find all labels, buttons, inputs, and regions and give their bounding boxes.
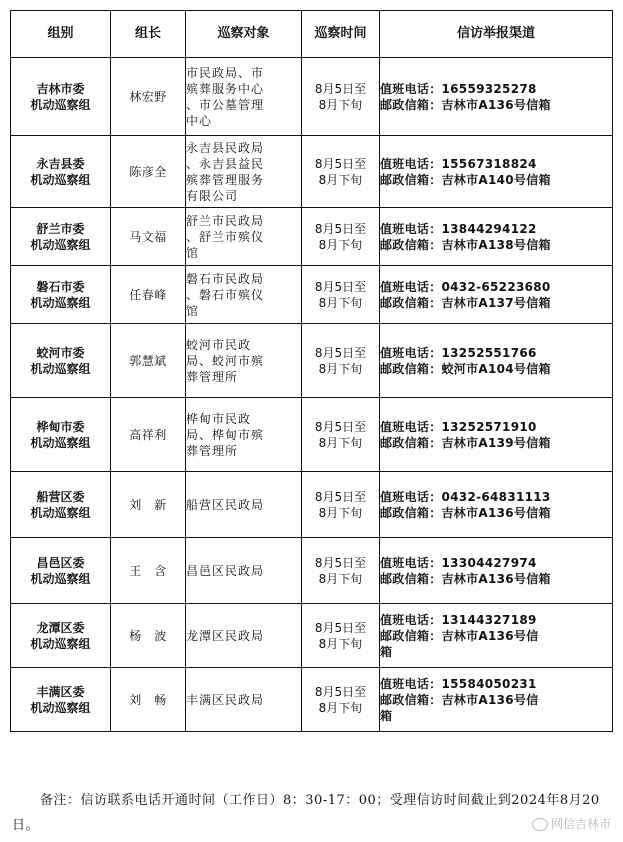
table-header-row (11, 11, 613, 58)
watermark-text: 网信吉林市 (550, 817, 611, 831)
time-cell-text: 8月5日至 8月下旬 (314, 345, 367, 376)
target-cell (186, 668, 302, 732)
time-cell (302, 668, 380, 732)
time-cell-text: 8月5日至 8月下旬 (314, 279, 367, 310)
time-cell (302, 472, 380, 538)
channel-cell-text: 值班电话：13144327189 邮政信箱：吉林市A136号信 箱 (380, 612, 539, 659)
time-cell-text: 8月5日至 8月下旬 (314, 419, 367, 450)
target-cell (186, 208, 302, 266)
target-cell (186, 266, 302, 324)
group-cell-text: 吉林市委 机动巡察组 (30, 81, 91, 112)
target-cell-text: 桦甸市民政 局、桦甸市殡 葬管理所 (186, 411, 265, 458)
time-cell-text: 8月5日至 8月下旬 (314, 81, 367, 112)
group-cell (11, 668, 111, 732)
header-leader: 组长 (111, 11, 186, 58)
group-cell (11, 604, 111, 668)
leader-cell (111, 538, 186, 604)
leader-cell-text: 马文福 (129, 229, 167, 244)
group-cell-text: 舒兰市委 机动巡察组 (30, 221, 91, 252)
time-cell-text: 8月5日至 8月下旬 (314, 555, 367, 586)
leader-cell (111, 604, 186, 668)
group-cell-text: 昌邑区委 机动巡察组 (30, 555, 91, 586)
group-cell-text: 船营区委 机动巡察组 (30, 489, 91, 520)
leader-cell-text: 高祥利 (129, 427, 167, 442)
target-cell-text: 蛟河市民政 局、蛟河市殡 葬管理所 (186, 337, 265, 384)
channel-cell (380, 266, 613, 324)
leader-cell-text: 任春峰 (129, 287, 167, 302)
table-row (11, 604, 613, 668)
leader-cell-text: 王 含 (129, 563, 167, 578)
table-row (11, 472, 613, 538)
group-cell (11, 58, 111, 136)
leader-cell-text: 杨 波 (129, 628, 167, 643)
channel-cell (380, 668, 613, 732)
leader-cell (111, 324, 186, 398)
channel-cell (380, 604, 613, 668)
time-cell (302, 324, 380, 398)
target-cell-text: 丰满区民政局 (186, 692, 265, 707)
table-row (11, 266, 613, 324)
channel-cell-text: 值班电话：0432-64831113 邮政信箱：吉林市A136号信箱 (380, 489, 551, 520)
leader-cell (111, 472, 186, 538)
group-cell-text: 龙潭区委 机动巡察组 (30, 620, 91, 651)
channel-cell (380, 538, 613, 604)
time-cell-text: 8月5日至 8月下旬 (314, 684, 367, 715)
group-cell-text: 桦甸市委 机动巡察组 (30, 419, 91, 450)
leader-cell-text: 林宏野 (129, 89, 167, 104)
target-cell-text: 市民政局、市 殡葬服务中心 、市公墓管理 中心 (186, 65, 265, 128)
table-row (11, 136, 613, 208)
target-cell-text: 舒兰市民政局 、舒兰市殡仪 馆 (186, 213, 265, 260)
group-cell (11, 266, 111, 324)
time-cell-text: 8月5日至 8月下旬 (314, 489, 367, 520)
target-cell (186, 604, 302, 668)
time-cell (302, 604, 380, 668)
time-cell-text: 8月5日至 8月下旬 (314, 620, 367, 651)
header-channel: 信访举报渠道 (380, 11, 613, 58)
channel-cell-text: 值班电话：13844294122 邮政信箱：吉林市A138号信箱 (380, 221, 551, 252)
channel-cell (380, 58, 613, 136)
weibo-icon (532, 818, 548, 831)
leader-cell-text: 陈彦全 (129, 164, 167, 179)
watermark (532, 815, 611, 832)
leader-cell (111, 136, 186, 208)
header-target: 巡察对象 (186, 11, 302, 58)
time-cell (302, 538, 380, 604)
header-time: 巡察时间 (302, 11, 380, 58)
target-cell-text: 船营区民政局 (186, 497, 265, 512)
leader-cell (111, 398, 186, 472)
group-cell (11, 324, 111, 398)
target-cell-text: 永吉县民政局 、永吉县益民 殡葬管理服务 有限公司 (186, 140, 265, 203)
leader-cell-text: 郭慧斌 (129, 353, 167, 368)
leader-cell (111, 266, 186, 324)
group-cell (11, 398, 111, 472)
target-cell-text: 磐石市民政局 、磐石市殡仪 馆 (186, 271, 265, 318)
group-cell (11, 136, 111, 208)
group-cell-text: 磐石市委 机动巡察组 (30, 279, 91, 310)
channel-cell (380, 208, 613, 266)
table-row (11, 538, 613, 604)
time-cell (302, 398, 380, 472)
channel-cell-text: 值班电话：13252571910 邮政信箱：吉林市A139号信箱 (380, 419, 551, 450)
channel-cell-text: 值班电话：0432-65223680 邮政信箱：吉林市A137号信箱 (380, 279, 551, 310)
channel-cell-text: 值班电话：15584050231 邮政信箱：吉林市A136号信 箱 (380, 676, 539, 723)
inspection-table (10, 10, 613, 732)
leader-cell (111, 668, 186, 732)
channel-cell-text: 值班电话：15567318824 邮政信箱：吉林市A140号信箱 (380, 156, 551, 187)
channel-cell (380, 472, 613, 538)
group-cell-text: 永吉县委 机动巡察组 (30, 156, 91, 187)
channel-cell (380, 398, 613, 472)
group-cell (11, 472, 111, 538)
table-row (11, 208, 613, 266)
group-cell (11, 538, 111, 604)
table-row (11, 668, 613, 732)
channel-cell-text: 值班电话：13252551766 邮政信箱：蛟河市A104号信箱 (380, 345, 551, 376)
channel-cell (380, 324, 613, 398)
target-cell-text: 昌邑区民政局 (186, 563, 265, 578)
group-cell-text: 蛟河市委 机动巡察组 (30, 345, 91, 376)
target-cell (186, 472, 302, 538)
leader-cell (111, 58, 186, 136)
table-row (11, 398, 613, 472)
target-cell (186, 58, 302, 136)
table-row (11, 58, 613, 136)
time-cell (302, 208, 380, 266)
time-cell-text: 8月5日至 8月下旬 (314, 156, 367, 187)
header-group: 组别 (11, 11, 111, 58)
leader-cell-text: 刘 畅 (129, 692, 167, 707)
time-cell (302, 136, 380, 208)
target-cell (186, 136, 302, 208)
leader-cell (111, 208, 186, 266)
target-cell (186, 398, 302, 472)
group-cell (11, 208, 111, 266)
channel-cell-text: 值班电话：16559325278 邮政信箱：吉林市A136号信箱 (380, 81, 551, 112)
target-cell (186, 538, 302, 604)
channel-cell-text: 值班电话：13304427974 邮政信箱：吉林市A136号信箱 (380, 555, 551, 586)
target-cell (186, 324, 302, 398)
time-cell (302, 266, 380, 324)
channel-cell (380, 136, 613, 208)
time-cell (302, 58, 380, 136)
target-cell-text: 龙潭区民政局 (186, 628, 265, 643)
leader-cell-text: 刘 新 (129, 497, 167, 512)
group-cell-text: 丰满区委 机动巡察组 (30, 684, 91, 715)
footnote: 备注：信访联系电话开通时间（工作日）8：30-17：00；受理信访时间截止到2024年8月20日。 (12, 793, 600, 833)
table-row (11, 324, 613, 398)
time-cell-text: 8月5日至 8月下旬 (314, 221, 367, 252)
